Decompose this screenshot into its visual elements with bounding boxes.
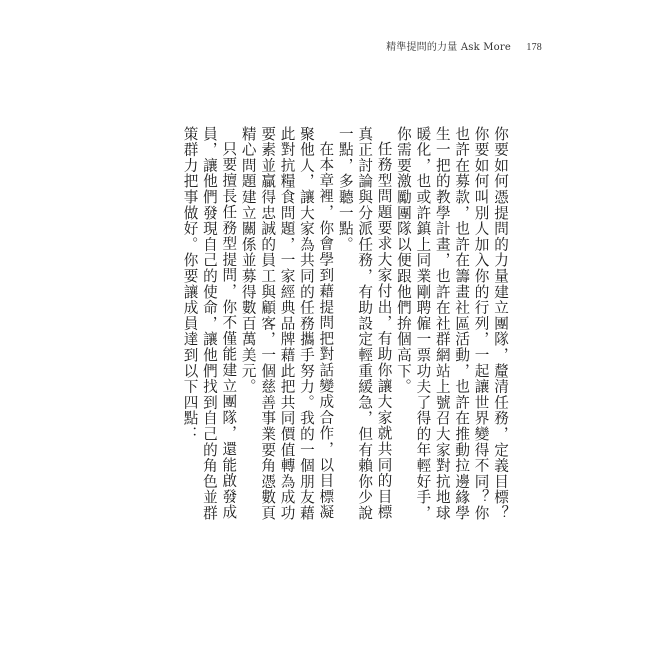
page-header xyxy=(386,38,542,53)
paragraph-1: 你要如何憑提問的力量建立團隊，釐清任務，定義目標？你要如何叫別人加入你的行列，一起讓世界變得不同？你也許在募款，也許在籌畫社區活動，也許在推動拉邊緣學生一把的教學計畫，也許在社群網站上號召大家對抗地球暖化，也或許鎮上同業剛聘僱一票功夫了得的年輕好手，你需要激勵團隊以便跟他們拚個高下。 xyxy=(394,126,509,521)
page-number: 178 xyxy=(526,42,542,53)
paragraph-4: 只要擅長任務型提問，你不僅能建立團隊，還能啟發成員，讓他們發現自己的使命，讓他們找到自己的角色並群策群力把事做好。你要讓成員達到以下四點： xyxy=(181,126,238,521)
paragraph-3: 在本章裡，你會學到藉提問把對話變成合作，以目標凝聚他人，讓大家為共同的任務攜手努力。我的一個朋友藉此對抗糧食問題，一家經典品牌藉此把共同價值轉為成功要素並贏得忠誠的員工與顧客，一個慈善事業要角憑數頁精心問題建立關係並募得數百萬美元。 xyxy=(239,126,335,521)
book-title: 精準提問的力量 Ask More xyxy=(386,42,511,53)
paragraph-2: 任務型問題要求大家付出，有助你讓大家就共同的目標真正討論與分派任務，有助設定輕重緩急，但有賴你少說一點，多聽一點。 xyxy=(336,126,393,521)
body-text xyxy=(120,126,510,526)
